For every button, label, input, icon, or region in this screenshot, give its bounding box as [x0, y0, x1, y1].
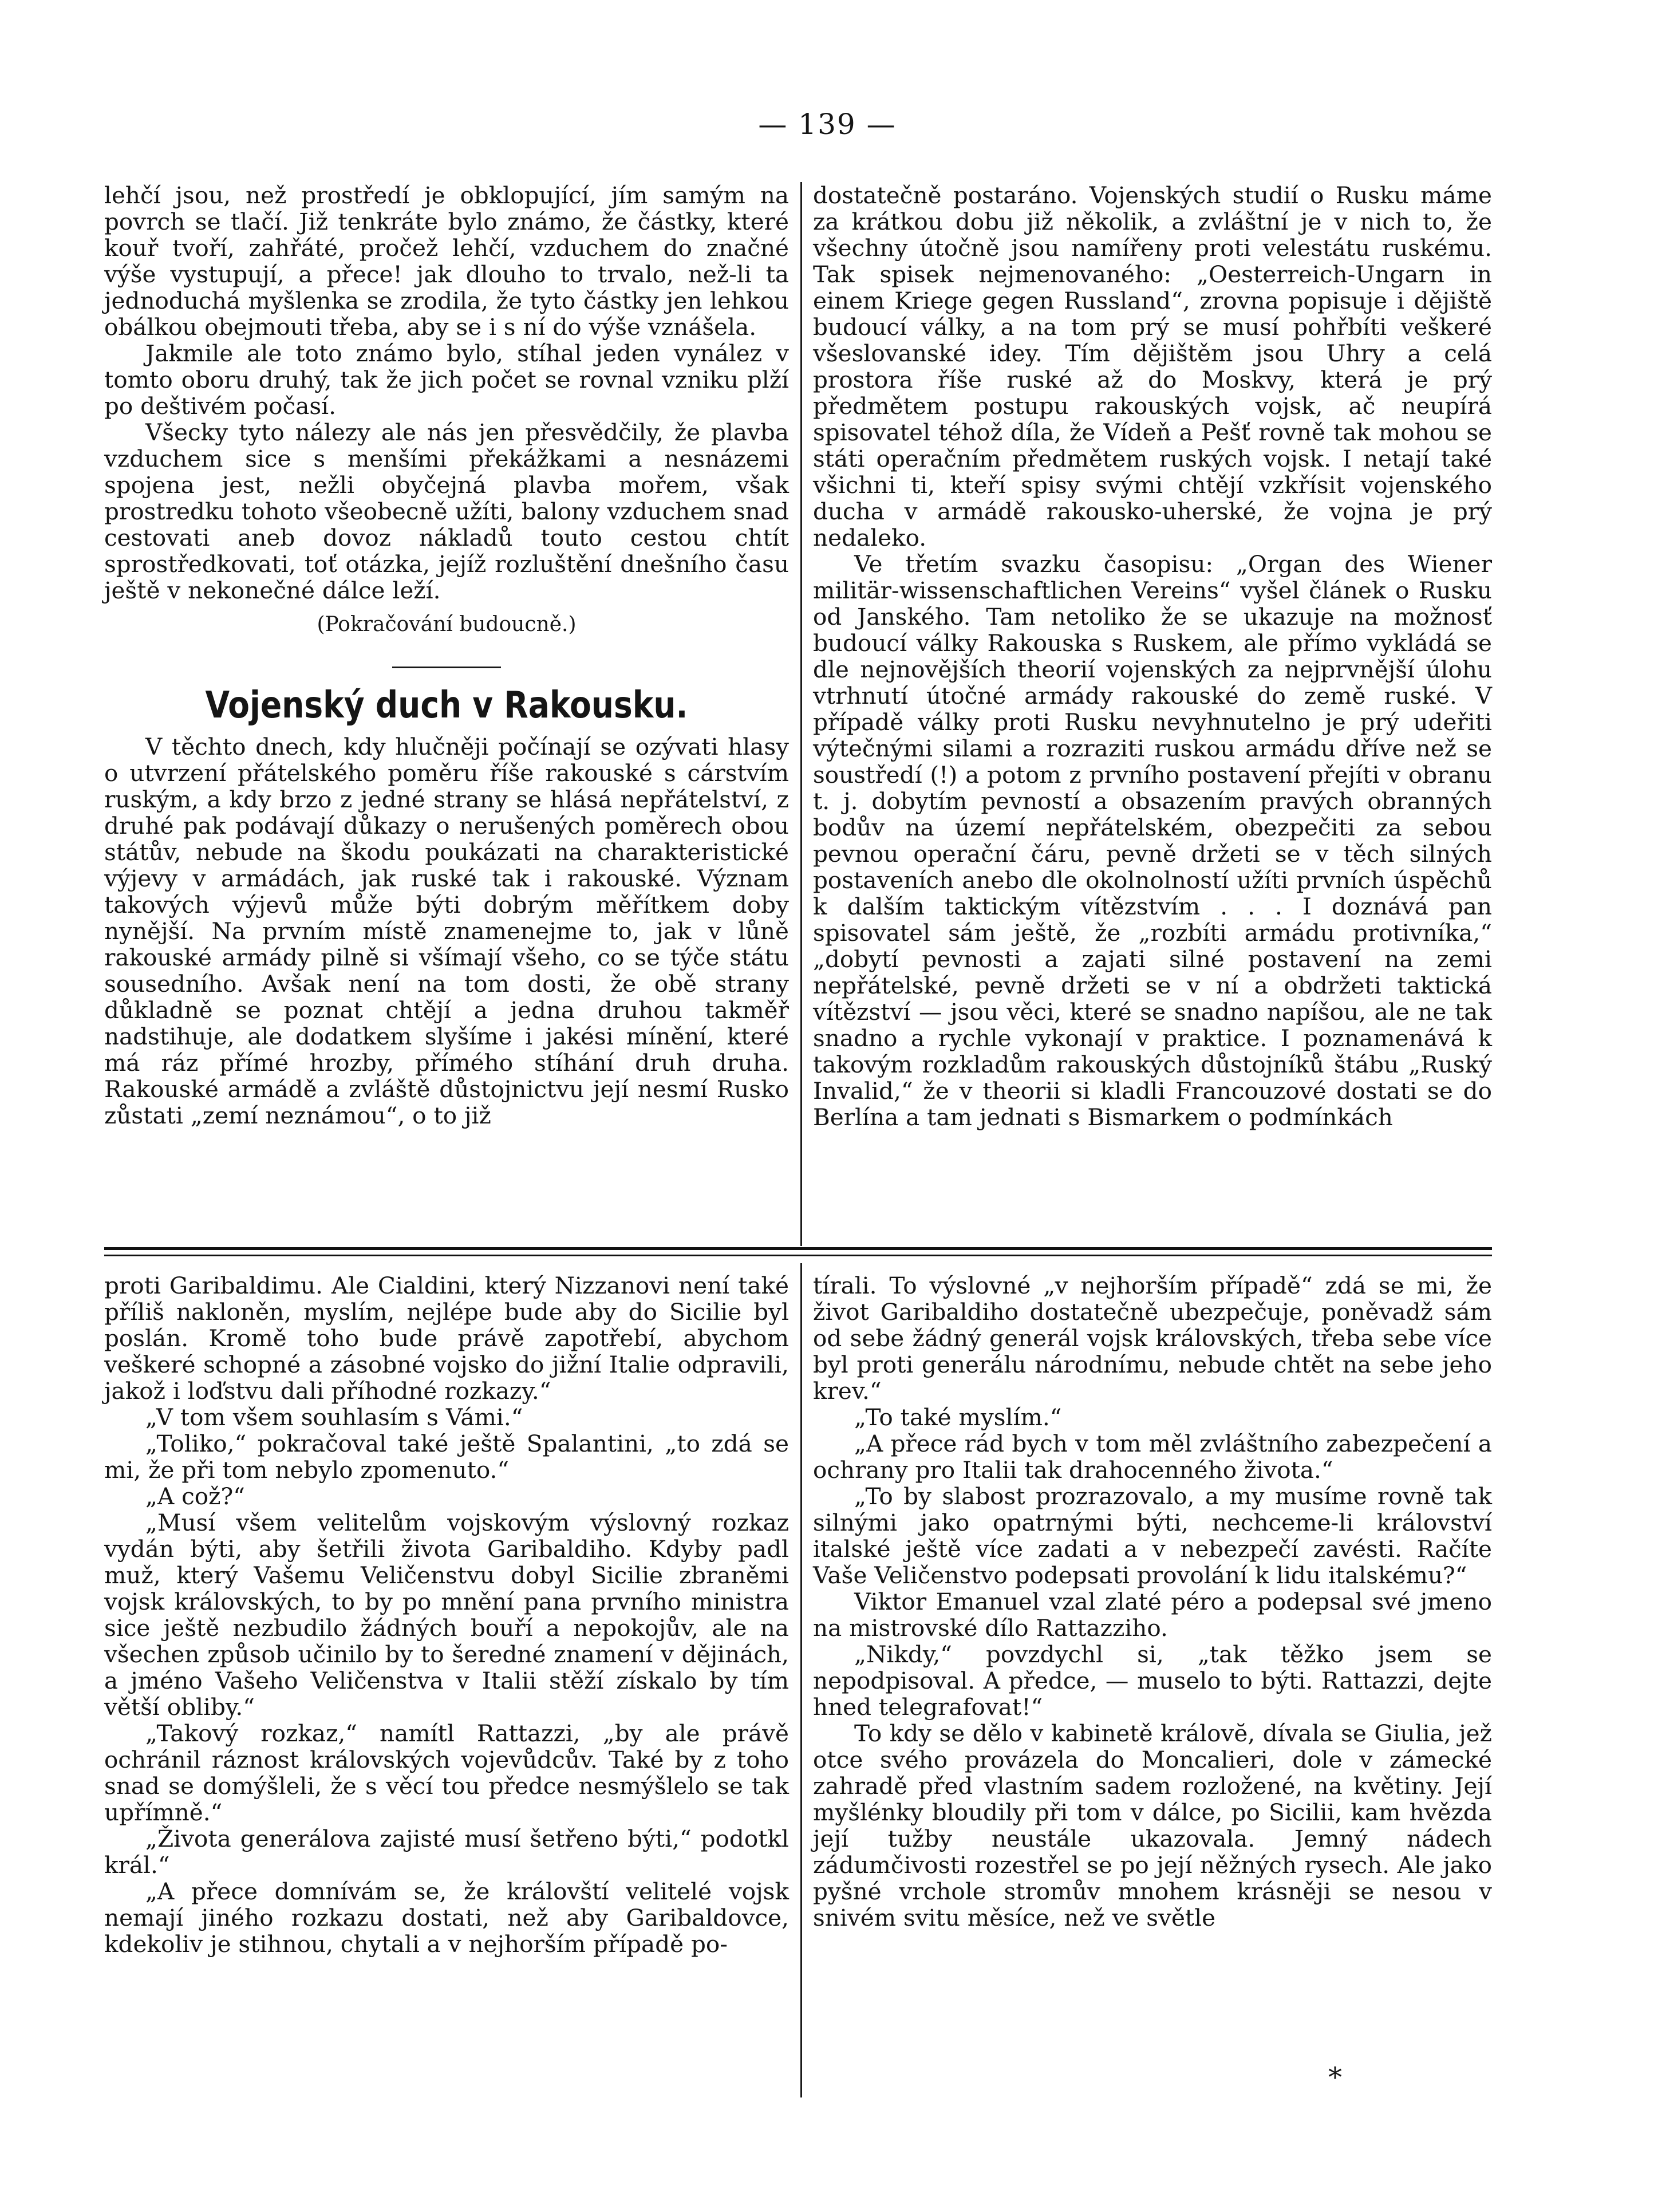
paragraph: tírali. To výslovné „v nejhorším případě“ zdá se mi, že život Garibaldiho dostatečně ubezpečuje, poněvadž sám od sebe žádný generál vojsk královských, třeba sebe více byl proti generálu národnímu, nebude chtět na sebe jeho krev.“	[813, 1272, 1492, 1405]
column-divider-top	[800, 182, 802, 1246]
paragraph: Viktor Emanuel vzal zlaté péro a podepsal své jmeno na mistrovské dílo Rattazziho.	[813, 1588, 1492, 1642]
paragraph: „To by slabost prozrazovalo, a my musíme rovně tak silnými jako opatrnými býti, nechceme-li království italské ještě více zadati a v nebezpečí zavésti. Račíte Vaše Veličenstvo podepsati provolání k lidu italskému?“	[813, 1482, 1492, 1589]
top-left-column	[104, 182, 789, 1129]
continuation-note: (Pokračování budoucně.)	[317, 613, 577, 636]
paragraph: „Musí všem velitelům vojskovým výslovný rozkaz vydán býti, aby šetřili života Garibaldiho. Kdyby padl muž, který Vašemu Veličenstvu dobyl Sicilie zbraněmi vojsk královských, to by po mnění pana prvního ministra sice ještě nezbudilo žádných bouří a nepokojův, ale na všechen způsob učinilo by to šeredné znamení v dějinách, a jméno Vašeho Veličenstva v Italii stěží získalo by tím větší obliby.“	[104, 1509, 789, 1721]
paragraph: „A přece rád bych v tom měl zvláštního zabezpečení a ochrany pro Italii tak drahocenného života.“	[813, 1430, 1492, 1484]
paragraph: lehčí jsou, než prostředí je obklopující, jím samým na povrch se tlačí. Již tenkráte bylo známo, že částky, které kouř tvoří, zahřáté, pročež lehčí, vzduchem do značné výše vystupují, a přece! jak dlouho to trvalo, než-li ta jednoduchá myšlenka se zrodila, že tyto částky jen lehkou obálkou obejmouti třeba, aby se i s ní do výše vznášela.	[104, 182, 789, 341]
section-divider	[392, 667, 501, 668]
paragraph: Ve třetím svazku časopisu: „Organ des Wiener militär-wissenschaftlichen Vereins“ vyšel článek o Rusku od Janského. Tam netoliko že se ukazuje na možnosť budoucí války Rakouska s Ruskem, ale přímo vykládá se dle nejnovějších theorií vojenských za nejprvnější úlohu vtrhnutí útočné armády rakouské do země ruské. V případě války proti Rusku nevyhnutelno je prý udeřiti výtečnými silami a rozraziti ruskou armádu dříve než se soustředí (!) a potom z prvního postavení přejíti v obranu t. j. dobytím pevností a obsazením pravých obranných bodův na území nepřátelském, obezpečiti za sebou pevnou operační čáru, pevně držeti se v těch silných postaveních anebo dle okolnolností užíti prvních úspěchů k dalším taktickým vítězstvím . . . I doznává pan spisovatel sám ještě, že „rozbíti armádu protivníka,“ „dobytí pevnosti a zajati silné postavení na zemi nepřátelské, pevně držeti se v ní a obdržeti taktická vítězství — jsou věci, které se snadno napíšou, ale ne tak snadno a rychle vykonají v praktice. I poznamenává k takovým rozkladům rakouských důstojníků štábu „Ruský Invalid,“ že v theorii si kladli Francouzové dostati se do Berlína a tam jednati s Bismarkem o podmínkách	[813, 550, 1492, 1131]
bottom-left-column	[104, 1272, 789, 1957]
article-title: Vojenský duch v Rakousku.	[205, 684, 688, 727]
paragraph: To kdy se dělo v kabinetě královĕ, dívala se Giulia, jež otce svého provázela do Moncalieri, dole v zámecké zahradě před vlastním sadem rozložené, na květiny. Její myšlénky bloudily při tom v dálce, po Sicilii, kam hvězda její tužby neustále ukazovala. Jemný nádech zádumčivosti rozestřel se po její něžných rysech. Ale jako pyšné vrcholе stromův mnohem krásněji se nesou v snivém svitu měsíce, než ve světle	[813, 1720, 1492, 1931]
article-paragraph: V těchto dnech, kdy hlučněji počínají se ozývati hlasy o utvrzení přátelského poměru říše rakouské s cárstvím ruským, a kdy brzo z jedné strany se hlásá nepřátelství, z druhé pak podávají důkazy o nerušených poměrech obou státův, nebude na škodu poukázati na charakteristické výjevy v armádách, jak ruské tak i rakouské. Význam takových výjevů může býti dobrým měřítkem doby nynější. Na prvním místě znamenejme to, jak v lůně rakouské armády pilně si všímají všeho, co se týče státu sousedního. Avšak není na tom dosti, že obě strany důkladně se poznat chtějí a jedna druhou takměř nadstihuje, ale dodatkem slyšíme i jakési mínění, které má ráz přímé hrozby, přímého stíhání druh druha. Rakouské armádě a zvláště důstojnictvu její nesmí Rusko zůstati „zemí neznámou“, o to již	[104, 733, 789, 1129]
paragraph: dostatečně postaráno. Vojenských studií o Rusku máme za krátkou dobu již několik, a zvláštní je v nich to, že všechny útočně jsou namířeny proti velestátu ruskému. Tak spisek nejmenovaného: „Oesterreich-Ungarn in einem Kriege gegen Russland“, zrovna popisuje i dějiště budoucí války, a na tom prý se musí pohřbíti veškeré všeslovanské idey. Tím dějištěm jsou Uhry a celá prostora říše ruské až do Moskvy, která je prý předmětem postupu rakouských vojsk, ač neupírá spisovatel téhož díla, že Vídeň a Pešť rovně tak mohou se státi operačním předmětem ruských vojsk. I netají také všichni ti, kteří spisy svými chtějí vzkřísit vojenského ducha v armádě rakousko-uherské, že vojna je prý nedaleko.	[813, 182, 1492, 551]
paragraph: „To také myslím.“	[854, 1403, 1062, 1431]
paragraph: „Života generálova zajisté musí šetřeno býti,“ podotkl král.“	[104, 1825, 789, 1879]
serial-divider-thick	[104, 1247, 1492, 1250]
column-divider-bottom	[800, 1263, 802, 2097]
paragraph: Všecky tyto nálezy ale nás jen přesvědčily, že plavba vzduchem sice s menšími překážkami a nesnázemi spojena jest, nežli obyčejná plavba mořem, však prostredku tohoto všeobecně užíti, balony vzduchem snad cestovati aneb dovoz nákladů touto cestou chtít sprostředkovati, toť otázka, jejíž rozluštění dnešního času ještě v nekonečné dálce leží.	[104, 419, 789, 604]
serial-divider-thin	[104, 1255, 1492, 1256]
paragraph: „Takový rozkaz,“ namítl Rattazzi, „by ale právě ochránil ráznost královských vojevůdcův. Také by z toho snad se domýšleli, že s věcí tou předce nesmýšlelo se tak upřímně.“	[104, 1720, 789, 1826]
paragraph: „A což?“	[145, 1482, 245, 1510]
page-number: — 139 —	[758, 108, 897, 141]
paragraph: proti Garibaldimu. Ale Cialdini, který Nizzanovi není také příliš nakloněn, myslím, nejlépe bude aby do Sicilie byl poslán. Kromě toho bude právě zapotřebí, abychom veškeré schopné a zásobné vojsko do jižní Italie odpravili, jakož i loďstvu dali příhodné rozkazy.“	[104, 1272, 789, 1405]
paragraph: „V tom všem souhlasím s Vámi.“	[145, 1403, 523, 1431]
paragraph: „Toliko,“ pokračoval také ještě Spalantini, „to zdá se mi, že při tom nebylo zpomenuto.“	[104, 1430, 789, 1484]
footer-asterisk: *	[1328, 2061, 1342, 2093]
paragraph: „A přece domnívám se, že královští velitelé vojsk nemají jiného rozkazu dostati, než aby Garibaldovce, kdekoliv je stihnou, chytali a v nejhorším případě po-	[104, 1878, 789, 1958]
paragraph: Jakmile ale toto známo bylo, stíhal jeden vynález v tomto oboru druhý, tak že jich počet se rovnal vzniku plží po deštivém počasí.	[104, 340, 789, 420]
paragraph: „Nikdy,“ povzdychl si, „tak těžko jsem se nepodpisoval. A předce, — muselo to býti. Rattazzi, dejte hned telegrafovat!“	[813, 1641, 1492, 1721]
bottom-right-column	[813, 1272, 1492, 1931]
top-right-column	[813, 182, 1492, 1130]
